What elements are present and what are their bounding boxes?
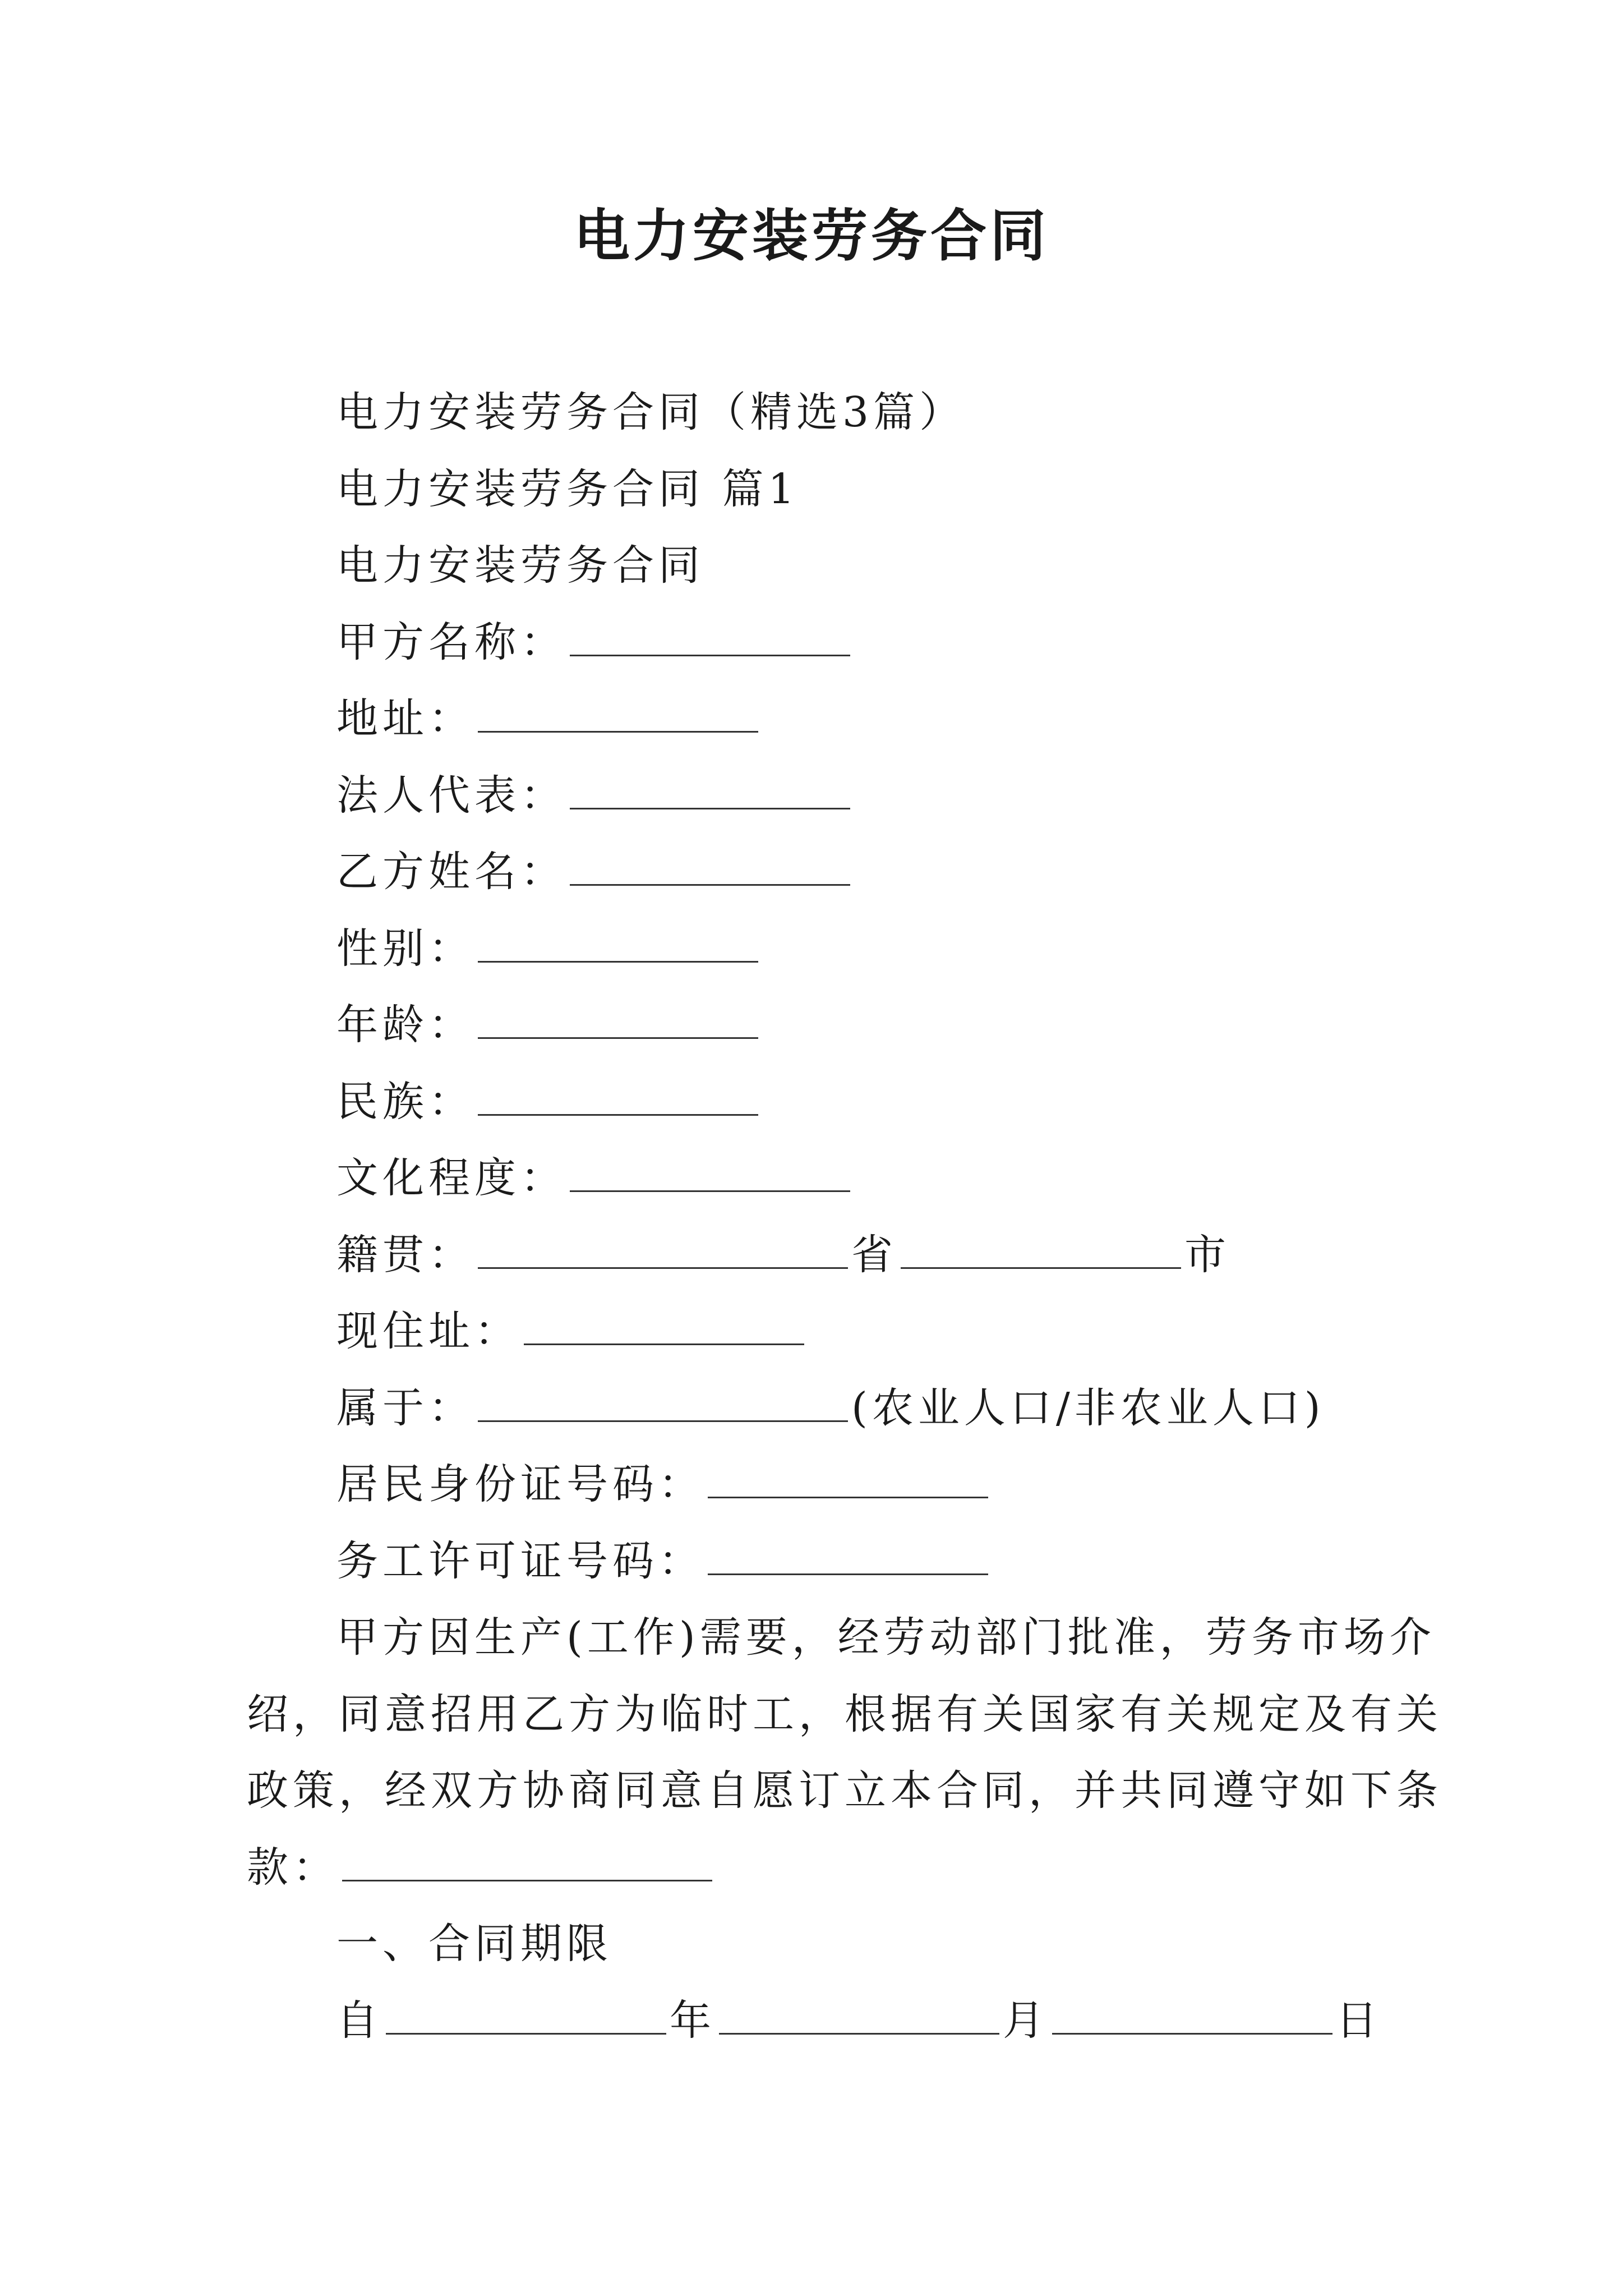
paragraph-line: 甲方因生产(工作)需要，经劳动部门批准，劳务市场介 [336,1613,1436,1662]
blank-line [386,1993,666,2035]
blank-line [719,1993,999,2035]
subtitle-line: 电力安装劳务合同（精选3篇） [336,388,966,436]
form-row-belongs-to [336,1377,1325,1439]
field-label: 地址： [336,694,474,743]
blank-line [478,921,758,963]
subtitle-line: 电力安装劳务合同 [336,541,704,590]
blank-line [570,1150,850,1192]
year-label: 年 [670,1996,716,2045]
field-label: 法人代表： [336,771,566,820]
field-label: 年龄： [336,1001,474,1049]
blank-line [478,691,758,733]
form-row-age [336,994,762,1056]
blank-line [570,844,850,886]
form-row-ethnicity [336,1071,762,1133]
blank-line [708,1533,988,1575]
paragraph-line: 绍，同意招用乙方为临时工，根据有关国家有关规定及有关 [247,1690,1442,1738]
paragraph-line: 政策，经双方协商同意自愿订立本合同，并共同遵守如下条 [247,1766,1442,1815]
blank-line [570,767,850,809]
blank-line [1052,1993,1332,2035]
field-label: 甲方名称： [336,618,566,666]
field-label: 属于： [336,1384,474,1432]
form-row-legal-rep [336,765,854,826]
field-label: 民族： [336,1078,474,1126]
form-row-current-address [336,1300,808,1362]
document-title: 电力安装劳务合同 [574,203,1049,269]
field-label: 现住址： [336,1307,520,1355]
field-label: 文化程度： [336,1154,566,1202]
blank-line [478,1074,758,1116]
paragraph-text: 款： [247,1843,339,1892]
form-row-gender [336,918,762,979]
form-row-work-permit [336,1530,992,1592]
blank-line [524,1303,804,1345]
field-label: 性别： [336,924,474,973]
form-row-id-number [336,1453,992,1515]
blank-line [478,1227,848,1269]
blank-line [708,1456,988,1498]
from-label: 自 [336,1996,382,2045]
province-label: 省 [851,1231,897,1279]
form-row-education [336,1147,854,1209]
field-label: 乙方姓名： [336,848,566,896]
form-row-party-a [336,611,854,673]
city-label: 市 [1184,1231,1230,1279]
day-label: 日 [1336,1996,1382,2045]
form-row-party-b [336,841,854,903]
paragraph-line-final [247,1837,716,1898]
blank-line [901,1227,1181,1269]
form-row-native-place [336,1224,1230,1286]
field-label: 居民身份证号码： [336,1460,704,1508]
blank-line [342,1839,712,1881]
month-label: 月 [1003,1996,1049,2045]
section-heading: 一、合同期限 [336,1920,612,1968]
field-label: 务工许可证号码： [336,1537,704,1585]
blank-line [478,997,758,1039]
blank-line [478,1380,848,1422]
form-row-address [336,688,762,749]
field-label: 籍贯： [336,1231,474,1279]
subtitle-line: 电力安装劳务合同 篇1 [336,465,799,513]
blank-line [570,614,850,656]
belongs-options: (农业人口/非农业人口) [851,1384,1325,1432]
contract-period-row [336,1990,1382,2051]
